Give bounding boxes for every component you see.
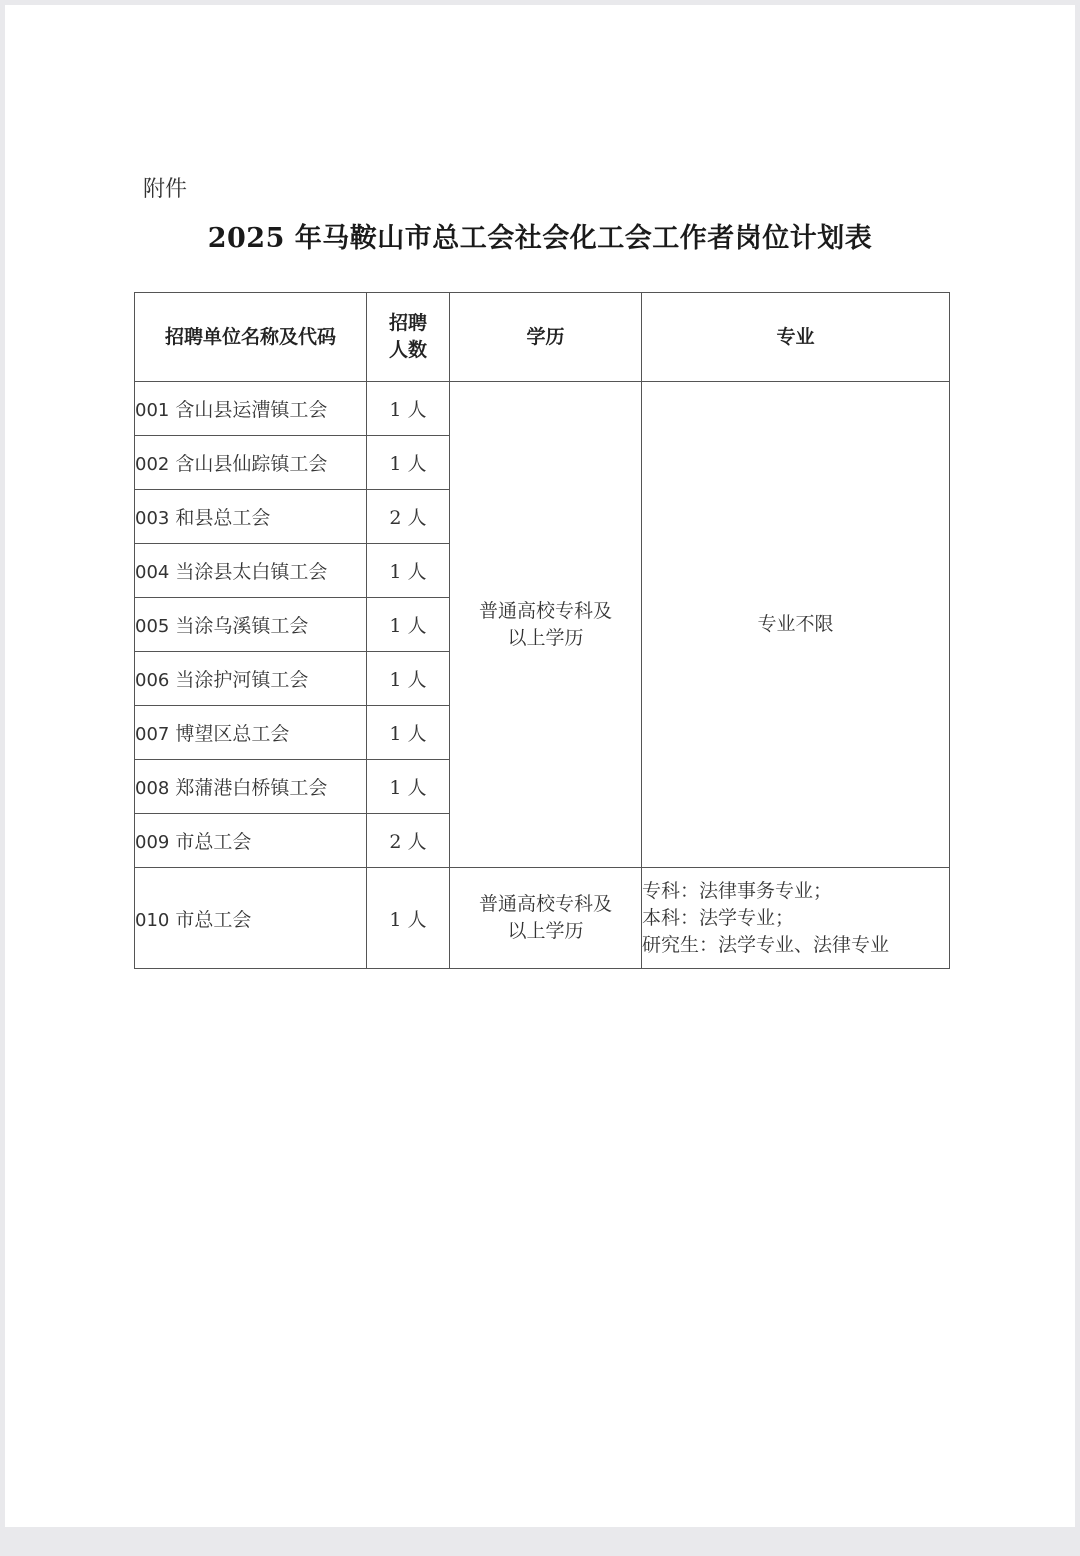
- count-cell: 1 人: [367, 544, 450, 598]
- unit-name: 和县总工会: [175, 507, 271, 529]
- header-major: 专业: [642, 293, 950, 382]
- count-cell: 1 人: [367, 436, 450, 490]
- unit-cell: [135, 490, 367, 544]
- major-cell-group1: 专业不限: [642, 382, 950, 868]
- unit-cell: [135, 436, 367, 490]
- unit-name: 郑蒲港白桥镇工会: [175, 777, 328, 799]
- count-cell: 1 人: [367, 382, 450, 436]
- unit-name: 含山县仙踪镇工会: [175, 453, 328, 475]
- unit-code: 001: [135, 400, 170, 421]
- unit-cell: [135, 598, 367, 652]
- unit-code: 005: [135, 616, 170, 637]
- unit-code: 007: [135, 724, 170, 745]
- header-count-line1: 招聘: [388, 312, 427, 334]
- unit-name: 当涂乌溪镇工会: [175, 615, 309, 637]
- unit-code: 002: [135, 454, 170, 475]
- unit-code: 008: [135, 778, 170, 799]
- unit-cell: [135, 544, 367, 598]
- unit-code: 010: [135, 909, 170, 931]
- attachment-label: 附件: [143, 177, 188, 202]
- unit-cell: [135, 382, 367, 436]
- unit-cell: [135, 814, 367, 868]
- education-line2: 以上学历: [507, 626, 584, 649]
- education-line1: 普通高校专科及: [478, 599, 612, 622]
- header-count: [367, 293, 450, 382]
- table-row: [135, 382, 950, 436]
- education-cell-group1: [450, 382, 642, 868]
- count-cell: 1 人: [367, 598, 450, 652]
- unit-name: 当涂护河镇工会: [175, 669, 309, 691]
- unit-name: 含山县运漕镇工会: [175, 399, 328, 421]
- unit-name: 市总工会: [175, 908, 252, 931]
- unit-cell: [135, 868, 367, 969]
- count-cell: 2 人: [367, 490, 450, 544]
- unit-code: 009: [135, 832, 170, 853]
- header-count-line2: 人数: [388, 339, 427, 361]
- unit-name: 博望区总工会: [175, 723, 290, 745]
- education-cell-group2: [450, 868, 642, 969]
- major-cell-group2: [642, 868, 950, 969]
- unit-cell: [135, 652, 367, 706]
- major-line-graduate: 研究生：法学专业、法律专业: [642, 933, 890, 956]
- count-cell: 1 人: [367, 868, 450, 969]
- table-row: [135, 868, 950, 969]
- major-line-associate: 专科：法律事务专业；: [642, 879, 833, 902]
- page-title: 2025 年马鞍山市总工会社会化工会工作者岗位计划表: [207, 223, 873, 254]
- header-row: [135, 293, 950, 382]
- count-cell: 1 人: [367, 652, 450, 706]
- unit-code: 003: [135, 508, 170, 529]
- unit-name: 市总工会: [175, 831, 252, 853]
- unit-code: 004: [135, 562, 170, 583]
- header-education: 学历: [450, 293, 642, 382]
- unit-cell: [135, 706, 367, 760]
- count-cell: 1 人: [367, 706, 450, 760]
- education-line1: 普通高校专科及: [478, 893, 612, 915]
- count-cell: 1 人: [367, 760, 450, 814]
- header-unit: 招聘单位名称及代码: [135, 293, 367, 382]
- page-bottom-margin: [0, 1527, 1080, 1556]
- unit-cell: [135, 760, 367, 814]
- education-line2: 以上学历: [507, 920, 584, 942]
- count-cell: 2 人: [367, 814, 450, 868]
- unit-code: 006: [135, 670, 170, 691]
- major-line-bachelor: 本科：法学专业；: [642, 906, 795, 929]
- position-plan-table: [134, 292, 950, 969]
- unit-name: 当涂县太白镇工会: [175, 561, 328, 583]
